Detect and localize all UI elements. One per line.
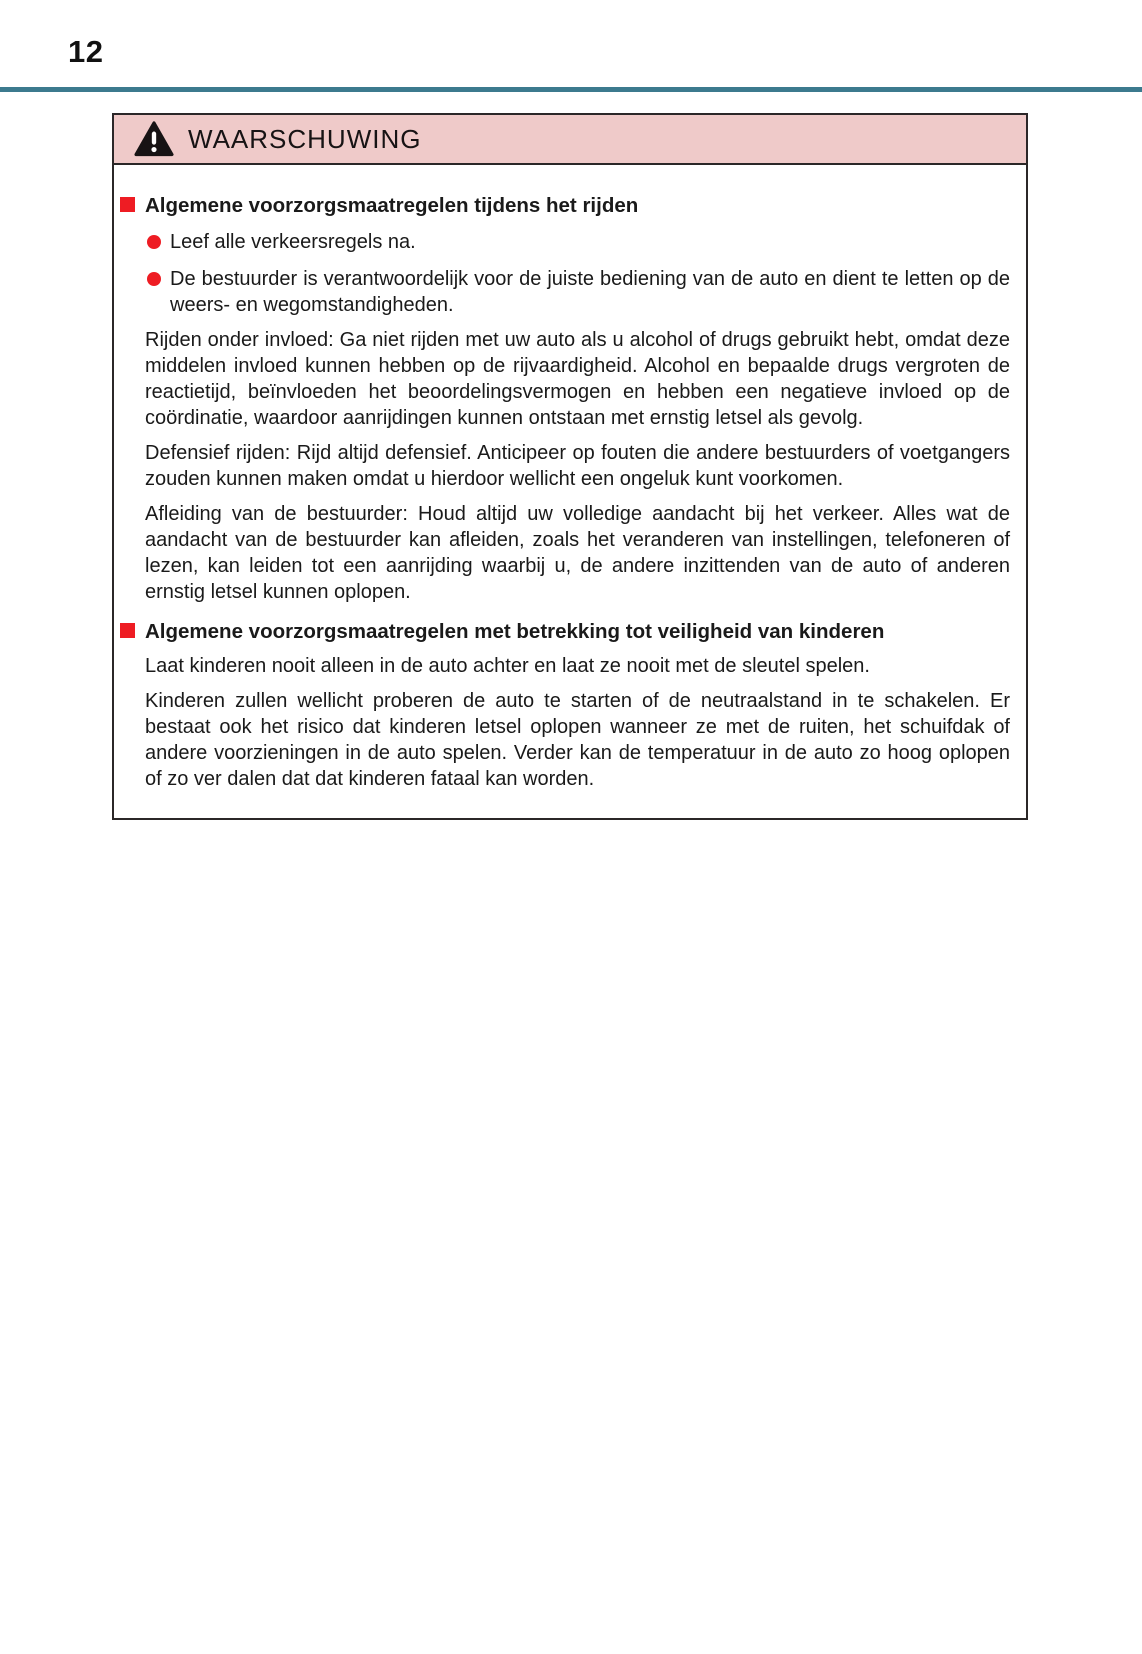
- red-square-bullet-icon: [120, 197, 135, 212]
- header-rule: [0, 87, 1142, 92]
- section-heading: [120, 193, 1010, 218]
- red-circle-bullet-icon: [147, 272, 161, 286]
- list-item-text: Leef alle verkeersregels na.: [170, 231, 416, 253]
- warning-box-header: [114, 115, 1026, 165]
- section-heading-text: Algemene voorzorgsmaatregelen met betrekking tot veiligheid van kinderen: [145, 620, 885, 643]
- list-item-text: De bestuurder is verantwoordelijk voor de juiste bediening van de auto en dient te letten op de weers- en wegomstandigheden.: [170, 268, 1010, 316]
- warning-box-content: [114, 165, 1026, 818]
- page-number: 12: [68, 34, 104, 69]
- paragraph: Kinderen zullen wellicht proberen de auto te starten of de neutraalstand in te schakelen. Er bestaat ook het risico dat kinderen letsel oplopen wanneer ze met de ruiten, het schuifdak of andere voorzieningen in de auto spelen. Verder kan de temperatuur in de auto zo hoog oplopen of zo ver dalen dat dat kinderen fataal kan worden.: [145, 690, 1010, 790]
- red-circle-bullet-icon: [147, 235, 161, 249]
- section-heading: [120, 619, 1010, 644]
- warning-box: [112, 113, 1028, 820]
- paragraph: Afleiding van de bestuurder: Houd altijd uw volledige aandacht bij het verkeer. Alles wat de aandacht van de bestuurder kan afleiden, zoals het veranderen van instellingen, telefoneren of lezen, kan leiden tot een aanrijding waarbij u, de andere inzittenden van de auto of anderen ernstig letsel kunnen oplopen.: [145, 503, 1010, 603]
- paragraph: Laat kinderen nooit alleen in de auto achter en laat ze nooit met de sleutel spelen.: [145, 655, 870, 677]
- red-square-bullet-icon: [120, 623, 135, 638]
- warning-triangle-icon: [134, 121, 174, 157]
- section-heading-text: Algemene voorzorgsmaatregelen tijdens het rijden: [145, 194, 639, 217]
- list-item: [147, 266, 1010, 318]
- paragraph: Rijden onder invloed: Ga niet rijden met uw auto als u alcohol of drugs gebruikt hebt, omdat deze middelen invloed kunnen hebben op de rijvaardigheid. Alcohol en bepaalde drugs vergroten de reactietijd, beïnvloeden het beoordelingsvermogen en hebben een negatieve invloed op de coördinatie, waardoor aanrijdingen kunnen ontstaan met ernstig letsel als gevolg.: [145, 329, 1010, 429]
- list-item: [147, 229, 1010, 255]
- paragraph: Defensief rijden: Rijd altijd defensief. Anticipeer op fouten die andere bestuurders of voetgangers zouden kunnen maken omdat u hierdoor wellicht een ongeluk kunt voorkomen.: [145, 442, 1010, 490]
- warning-title: WAARSCHUWING: [188, 123, 422, 154]
